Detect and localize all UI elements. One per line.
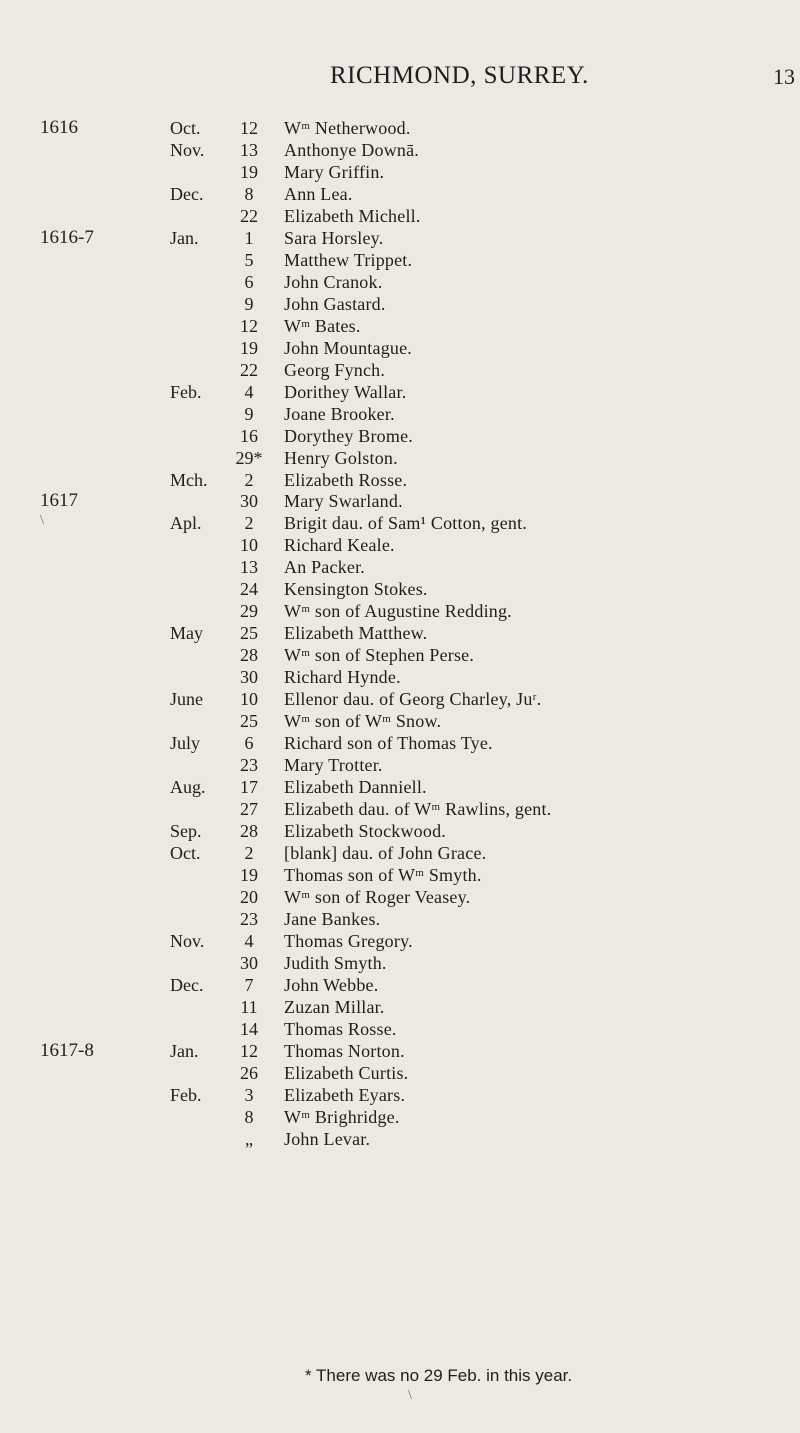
- register-entry: [0, 754, 800, 776]
- register-entry: [0, 886, 800, 908]
- entry-month: June: [170, 689, 203, 710]
- register-entry: [0, 1128, 800, 1150]
- entry-month: Feb.: [170, 381, 202, 402]
- entry-day: 19: [240, 864, 258, 885]
- entry-name: Ann Lea.: [284, 183, 353, 204]
- register-entry: [0, 271, 800, 293]
- register-entries: [0, 117, 800, 1150]
- page-title: RICHMOND, SURREY.: [330, 62, 589, 89]
- entry-day: 5: [244, 249, 254, 270]
- register-entry: [0, 776, 800, 798]
- register-entry: [0, 710, 800, 732]
- footnote: * There was no 29 Feb. in this year.: [305, 1366, 573, 1385]
- entry-name: Wᵐ son of Roger Veasey.: [284, 886, 471, 907]
- entry-name: An Packer.: [284, 557, 365, 578]
- entry-name: Ellenor dau. of Georg Charley, Juʳ.: [284, 689, 542, 710]
- entry-day: 29: [240, 601, 258, 622]
- entry-day: 22: [240, 205, 258, 226]
- entry-name: Joane Brooker.: [284, 403, 395, 424]
- register-entry: [0, 469, 800, 491]
- register-entry: [0, 1018, 800, 1040]
- entry-name: John Gastard.: [284, 293, 386, 314]
- register-entry: [0, 447, 800, 469]
- entry-name: Kensington Stokes.: [284, 579, 428, 600]
- entry-month: May: [170, 623, 203, 644]
- entry-name: Wᵐ son of Wᵐ Snow.: [284, 711, 442, 732]
- register-entry: [0, 227, 800, 249]
- entry-month: Jan.: [170, 1040, 199, 1061]
- entry-name: Thomas Gregory.: [284, 930, 413, 951]
- entry-day: 30: [240, 491, 258, 512]
- entry-day: 28: [240, 821, 258, 841]
- entry-name: Judith Smyth.: [284, 952, 387, 973]
- entry-day: 9: [244, 293, 254, 314]
- entry-day: 16: [240, 425, 258, 446]
- register-entry: [0, 490, 800, 512]
- entry-name: John Cranok.: [284, 271, 383, 292]
- entry-name: Thomas Rosse.: [284, 1018, 397, 1039]
- margin-tick-mark: \: [40, 513, 44, 528]
- entry-day: 2: [244, 469, 254, 490]
- entry-day: 2: [244, 842, 254, 863]
- entry-day: 4: [244, 930, 254, 951]
- entry-month: Nov.: [170, 139, 205, 160]
- register-entry: [0, 512, 800, 534]
- entry-name: Richard Keale.: [284, 535, 395, 556]
- entry-name: John Levar.: [284, 1128, 371, 1149]
- register-entry: [0, 249, 800, 271]
- entry-name: Zuzan Millar.: [284, 996, 385, 1017]
- entry-day: 25: [240, 623, 258, 644]
- entry-name: John Webbe.: [284, 974, 379, 995]
- register-entry: [0, 996, 800, 1018]
- entry-name: Elizabeth Rosse.: [284, 469, 408, 490]
- entry-month: Sep.: [170, 821, 202, 841]
- entry-name: Richard son of Thomas Tye.: [284, 733, 493, 754]
- register-entry: [0, 644, 800, 666]
- register-entry: [0, 798, 800, 820]
- entry-month: Jan.: [170, 227, 199, 248]
- register-entry: [0, 556, 800, 578]
- register-entry: [0, 117, 800, 139]
- entry-month: July: [170, 733, 201, 754]
- entry-day: 19: [240, 161, 258, 182]
- entry-month: Mch.: [170, 469, 208, 490]
- entry-name: Elizabeth Eyars.: [284, 1084, 406, 1105]
- register-entry: [0, 578, 800, 600]
- entry-month: Nov.: [170, 930, 205, 951]
- entry-name: Wᵐ Netherwood.: [284, 118, 411, 138]
- register-entry: [0, 666, 800, 688]
- entry-name: Wᵐ Brighridge.: [284, 1106, 400, 1127]
- entry-day: 23: [240, 908, 258, 929]
- register-entry: [0, 139, 800, 161]
- register-entry: [0, 381, 800, 403]
- entry-day: 19: [240, 337, 258, 358]
- register-entry: [0, 908, 800, 930]
- entry-day: 1: [244, 227, 254, 248]
- register-entry: [0, 930, 800, 952]
- entry-day: 30: [240, 667, 258, 688]
- register-entry: [0, 622, 800, 644]
- entry-day: 23: [240, 755, 258, 776]
- entry-month: Aug.: [170, 777, 206, 798]
- entry-day: 12: [240, 1040, 258, 1061]
- entry-day: 11: [240, 996, 258, 1017]
- entry-day: 30: [240, 952, 258, 973]
- register-entry: [0, 161, 800, 183]
- entry-name: Elizabeth Stockwood.: [284, 821, 446, 841]
- entry-day: 13: [240, 557, 258, 578]
- register-entry: [0, 337, 800, 359]
- register-entry: [0, 864, 800, 886]
- entry-name: Jane Bankes.: [284, 908, 381, 929]
- register-entry: [0, 293, 800, 315]
- register-entry: [0, 534, 800, 556]
- page-header: [0, 62, 800, 92]
- entry-day: 26: [240, 1062, 258, 1083]
- entry-day: 6: [244, 733, 254, 754]
- entry-name: Elizabeth Matthew.: [284, 623, 428, 644]
- entry-name: Wᵐ son of Augustine Redding.: [284, 601, 512, 622]
- entry-name: Elizabeth Danniell.: [284, 777, 427, 798]
- register-entry: [0, 315, 800, 337]
- entry-name: Mary Griffin.: [284, 161, 385, 182]
- entry-day: 29*: [235, 447, 263, 468]
- entry-month: Dec.: [170, 183, 204, 204]
- register-entry: [0, 359, 800, 381]
- entry-month: Dec.: [170, 974, 204, 995]
- entry-name: Matthew Trippet.: [284, 249, 413, 270]
- entry-month: Feb.: [170, 1084, 202, 1105]
- entry-name: Wᵐ son of Stephen Perse.: [284, 645, 475, 666]
- entry-month: Oct.: [170, 118, 201, 138]
- entry-name: Dorythey Brome.: [284, 425, 413, 446]
- entry-day: 25: [240, 711, 258, 732]
- entry-name: John Mountague.: [284, 337, 412, 358]
- entry-day: 20: [240, 886, 258, 907]
- entry-year: 1617: [40, 490, 78, 512]
- register-entry: [0, 1106, 800, 1128]
- entry-name: Elizabeth Michell.: [284, 205, 421, 226]
- entry-day: 27: [240, 799, 258, 820]
- entry-name: Henry Golston.: [284, 447, 398, 468]
- entry-name: Thomas Norton.: [284, 1040, 405, 1061]
- entry-day: „: [245, 1128, 253, 1149]
- entry-day: 22: [240, 359, 258, 380]
- register-entry: [0, 842, 800, 864]
- register-entry: [0, 425, 800, 447]
- entry-day: 8: [244, 1106, 254, 1127]
- entry-day: 8: [244, 183, 254, 204]
- entry-name: Wᵐ Bates.: [284, 315, 361, 336]
- register-entry: [0, 183, 800, 205]
- footnote-tick-mark: \: [408, 1388, 412, 1403]
- entry-year: 1616: [40, 117, 78, 138]
- entry-day: 17: [240, 777, 258, 798]
- entry-year: 1617-8: [40, 1039, 94, 1061]
- entry-day: 10: [240, 689, 258, 710]
- entry-name: Dorithey Wallar.: [284, 381, 407, 402]
- entry-day: 12: [240, 118, 258, 138]
- register-entry: [0, 820, 800, 842]
- entry-day: 3: [244, 1084, 254, 1105]
- page-number: 13: [773, 64, 795, 89]
- register-entry: [0, 952, 800, 974]
- register-entry: [0, 403, 800, 425]
- entry-month: Apl.: [170, 513, 202, 534]
- entry-day: 7: [244, 974, 254, 995]
- entry-day: 12: [240, 315, 258, 336]
- entry-name: Georg Fynch.: [284, 359, 386, 380]
- entry-year: 1616-7: [40, 226, 94, 248]
- register-entry: [0, 205, 800, 227]
- entry-name: Anthonye Downā.: [284, 139, 419, 160]
- entry-name: Mary Swarland.: [284, 491, 403, 512]
- entry-day: 2: [244, 513, 254, 534]
- register-entry: [0, 600, 800, 622]
- register-entry: [0, 1062, 800, 1084]
- entry-name: Mary Trotter.: [284, 755, 383, 776]
- entry-day: 10: [240, 535, 258, 556]
- entry-month: Oct.: [170, 842, 201, 863]
- entry-day: 28: [240, 645, 258, 666]
- register-entry: [0, 732, 800, 754]
- entry-name: Elizabeth Curtis.: [284, 1062, 409, 1083]
- entry-name: Richard Hynde.: [284, 667, 401, 688]
- entry-day: 24: [240, 579, 258, 600]
- register-entry: [0, 1040, 800, 1062]
- entry-day: 13: [240, 139, 258, 160]
- entry-day: 4: [244, 381, 254, 402]
- entry-day: 14: [240, 1018, 258, 1039]
- register-entry: [0, 1084, 800, 1106]
- entry-name: Brigit dau. of Sam¹ Cotton, gent.: [284, 513, 527, 534]
- entry-day: 6: [244, 271, 254, 292]
- entry-name: Thomas son of Wᵐ Smyth.: [284, 864, 482, 885]
- entry-name: Sara Horsley.: [284, 227, 384, 248]
- entry-name: Elizabeth dau. of Wᵐ Rawlins, gent.: [284, 799, 552, 820]
- register-entry: [0, 974, 800, 996]
- register-entry: [0, 688, 800, 710]
- entry-name: [blank] dau. of John Grace.: [284, 842, 487, 863]
- entry-day: 9: [244, 403, 254, 424]
